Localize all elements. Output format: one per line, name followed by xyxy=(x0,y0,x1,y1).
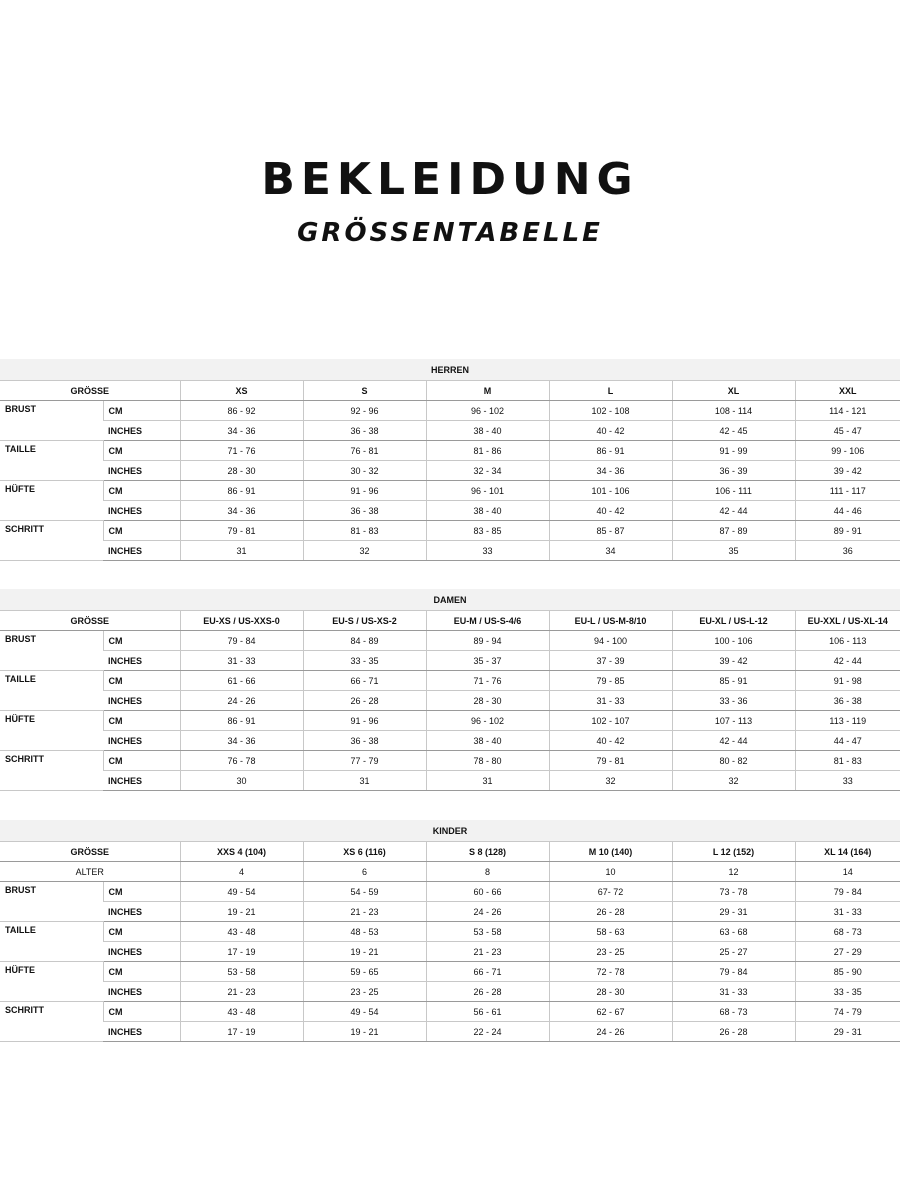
table-row xyxy=(0,922,900,942)
size-column-header: EU-XS / US-XXS-0 xyxy=(180,611,303,631)
section-heading: KINDER xyxy=(0,820,900,842)
value-cell: 36 - 38 xyxy=(303,421,426,441)
table-row xyxy=(0,751,900,771)
table-row xyxy=(0,441,900,461)
value-cell: 32 - 34 xyxy=(426,461,549,481)
value-cell: 86 - 91 xyxy=(549,441,672,461)
table-row xyxy=(0,982,900,1002)
value-cell: 86 - 91 xyxy=(180,711,303,731)
measure-name: TAILLE xyxy=(0,671,103,711)
value-cell: 79 - 84 xyxy=(180,631,303,651)
value-cell: 36 - 38 xyxy=(795,691,900,711)
value-cell: 74 - 79 xyxy=(795,1002,900,1022)
unit-label: INCHES xyxy=(103,771,180,791)
size-header-row xyxy=(0,842,900,862)
value-cell: 42 - 44 xyxy=(672,731,795,751)
value-cell: 72 - 78 xyxy=(549,962,672,982)
unit-label: INCHES xyxy=(103,942,180,962)
table-row xyxy=(0,521,900,541)
value-cell: 59 - 65 xyxy=(303,962,426,982)
size-column-header: EU-L / US-M-8/10 xyxy=(549,611,672,631)
value-cell: 86 - 91 xyxy=(180,481,303,501)
size-column-header: M xyxy=(426,381,549,401)
value-cell: 79 - 85 xyxy=(549,671,672,691)
section-heading: DAMEN xyxy=(0,589,900,611)
value-cell: 21 - 23 xyxy=(180,982,303,1002)
size-column-header: M 10 (140) xyxy=(549,842,672,862)
size-column-header: XL xyxy=(672,381,795,401)
value-cell: 43 - 48 xyxy=(180,1002,303,1022)
age-label: ALTER xyxy=(0,862,180,882)
value-cell: 63 - 68 xyxy=(672,922,795,942)
value-cell: 73 - 78 xyxy=(672,882,795,902)
value-cell: 19 - 21 xyxy=(303,1022,426,1042)
size-column-header: S 8 (128) xyxy=(426,842,549,862)
size-column-header: XXL xyxy=(795,381,900,401)
value-cell: 91 - 96 xyxy=(303,711,426,731)
measure-name: TAILLE xyxy=(0,441,103,481)
value-cell: 86 - 92 xyxy=(180,401,303,421)
size-column-header: S xyxy=(303,381,426,401)
age-cell: 10 xyxy=(549,862,672,882)
size-label: GRÖSSE xyxy=(0,381,180,401)
value-cell: 30 xyxy=(180,771,303,791)
measure-name: BRUST xyxy=(0,631,103,671)
value-cell: 25 - 27 xyxy=(672,942,795,962)
value-cell: 56 - 61 xyxy=(426,1002,549,1022)
value-cell: 30 - 32 xyxy=(303,461,426,481)
value-cell: 40 - 42 xyxy=(549,501,672,521)
value-cell: 42 - 44 xyxy=(672,501,795,521)
value-cell: 79 - 81 xyxy=(180,521,303,541)
table-row xyxy=(0,651,900,671)
value-cell: 108 - 114 xyxy=(672,401,795,421)
value-cell: 79 - 84 xyxy=(672,962,795,982)
value-cell: 38 - 40 xyxy=(426,421,549,441)
table-row xyxy=(0,541,900,561)
value-cell: 61 - 66 xyxy=(180,671,303,691)
value-cell: 37 - 39 xyxy=(549,651,672,671)
value-cell: 79 - 84 xyxy=(795,882,900,902)
table-row xyxy=(0,1002,900,1022)
measure-name: SCHRITT xyxy=(0,1002,103,1042)
size-column-header: XS 6 (116) xyxy=(303,842,426,862)
value-cell: 106 - 113 xyxy=(795,631,900,651)
value-cell: 38 - 40 xyxy=(426,501,549,521)
unit-label: CM xyxy=(103,962,180,982)
value-cell: 99 - 106 xyxy=(795,441,900,461)
measure-name: SCHRITT xyxy=(0,521,103,561)
unit-label: CM xyxy=(103,1002,180,1022)
value-cell: 17 - 19 xyxy=(180,942,303,962)
value-cell: 44 - 46 xyxy=(795,501,900,521)
size-column-header: EU-XXL / US-XL-14 xyxy=(795,611,900,631)
table-row xyxy=(0,461,900,481)
value-cell: 113 - 119 xyxy=(795,711,900,731)
value-cell: 81 - 83 xyxy=(303,521,426,541)
value-cell: 81 - 83 xyxy=(795,751,900,771)
value-cell: 85 - 91 xyxy=(672,671,795,691)
table-row xyxy=(0,711,900,731)
unit-label: INCHES xyxy=(103,501,180,521)
age-cell: 12 xyxy=(672,862,795,882)
value-cell: 106 - 111 xyxy=(672,481,795,501)
value-cell: 92 - 96 xyxy=(303,401,426,421)
value-cell: 31 xyxy=(180,541,303,561)
measure-name: HÜFTE xyxy=(0,481,103,521)
value-cell: 23 - 25 xyxy=(303,982,426,1002)
value-cell: 31 - 33 xyxy=(180,651,303,671)
value-cell: 34 - 36 xyxy=(180,421,303,441)
value-cell: 33 xyxy=(426,541,549,561)
size-table-herren xyxy=(0,359,900,561)
value-cell: 60 - 66 xyxy=(426,882,549,902)
size-header-row xyxy=(0,381,900,401)
unit-label: INCHES xyxy=(103,651,180,671)
value-cell: 111 - 117 xyxy=(795,481,900,501)
unit-label: CM xyxy=(103,671,180,691)
value-cell: 40 - 42 xyxy=(549,731,672,751)
value-cell: 31 xyxy=(426,771,549,791)
value-cell: 36 - 38 xyxy=(303,501,426,521)
value-cell: 28 - 30 xyxy=(426,691,549,711)
size-column-header: XL 14 (164) xyxy=(795,842,900,862)
table-row xyxy=(0,731,900,751)
value-cell: 83 - 85 xyxy=(426,521,549,541)
size-table-damen xyxy=(0,589,900,791)
value-cell: 22 - 24 xyxy=(426,1022,549,1042)
value-cell: 62 - 67 xyxy=(549,1002,672,1022)
value-cell: 24 - 26 xyxy=(549,1022,672,1042)
value-cell: 80 - 82 xyxy=(672,751,795,771)
value-cell: 89 - 91 xyxy=(795,521,900,541)
value-cell: 76 - 81 xyxy=(303,441,426,461)
value-cell: 81 - 86 xyxy=(426,441,549,461)
value-cell: 78 - 80 xyxy=(426,751,549,771)
value-cell: 71 - 76 xyxy=(180,441,303,461)
value-cell: 42 - 45 xyxy=(672,421,795,441)
age-row xyxy=(0,862,900,882)
age-cell: 14 xyxy=(795,862,900,882)
value-cell: 23 - 25 xyxy=(549,942,672,962)
value-cell: 36 xyxy=(795,541,900,561)
value-cell: 91 - 99 xyxy=(672,441,795,461)
value-cell: 66 - 71 xyxy=(303,671,426,691)
value-cell: 28 - 30 xyxy=(180,461,303,481)
unit-label: CM xyxy=(103,481,180,501)
value-cell: 24 - 26 xyxy=(180,691,303,711)
age-cell: 8 xyxy=(426,862,549,882)
value-cell: 89 - 94 xyxy=(426,631,549,651)
value-cell: 32 xyxy=(672,771,795,791)
measure-name: BRUST xyxy=(0,882,103,922)
value-cell: 32 xyxy=(303,541,426,561)
value-cell: 79 - 81 xyxy=(549,751,672,771)
value-cell: 34 - 36 xyxy=(180,731,303,751)
value-cell: 96 - 101 xyxy=(426,481,549,501)
unit-label: CM xyxy=(103,711,180,731)
value-cell: 21 - 23 xyxy=(303,902,426,922)
value-cell: 42 - 44 xyxy=(795,651,900,671)
table-row xyxy=(0,671,900,691)
value-cell: 77 - 79 xyxy=(303,751,426,771)
value-cell: 29 - 31 xyxy=(795,1022,900,1042)
value-cell: 91 - 98 xyxy=(795,671,900,691)
unit-label: CM xyxy=(103,401,180,421)
table-row xyxy=(0,481,900,501)
value-cell: 34 - 36 xyxy=(549,461,672,481)
value-cell: 87 - 89 xyxy=(672,521,795,541)
size-header-row xyxy=(0,611,900,631)
unit-label: CM xyxy=(103,751,180,771)
value-cell: 101 - 106 xyxy=(549,481,672,501)
value-cell: 31 - 33 xyxy=(795,902,900,922)
value-cell: 35 xyxy=(672,541,795,561)
value-cell: 114 - 121 xyxy=(795,401,900,421)
value-cell: 102 - 107 xyxy=(549,711,672,731)
unit-label: INCHES xyxy=(103,902,180,922)
table-row xyxy=(0,421,900,441)
table-row xyxy=(0,501,900,521)
value-cell: 76 - 78 xyxy=(180,751,303,771)
value-cell: 33 xyxy=(795,771,900,791)
value-cell: 33 - 35 xyxy=(303,651,426,671)
value-cell: 33 - 36 xyxy=(672,691,795,711)
value-cell: 102 - 108 xyxy=(549,401,672,421)
value-cell: 38 - 40 xyxy=(426,731,549,751)
value-cell: 35 - 37 xyxy=(426,651,549,671)
unit-label: CM xyxy=(103,441,180,461)
value-cell: 53 - 58 xyxy=(426,922,549,942)
value-cell: 107 - 113 xyxy=(672,711,795,731)
unit-label: INCHES xyxy=(103,461,180,481)
measure-name: SCHRITT xyxy=(0,751,103,791)
value-cell: 44 - 47 xyxy=(795,731,900,751)
value-cell: 31 - 33 xyxy=(549,691,672,711)
value-cell: 45 - 47 xyxy=(795,421,900,441)
value-cell: 49 - 54 xyxy=(303,1002,426,1022)
value-cell: 84 - 89 xyxy=(303,631,426,651)
value-cell: 21 - 23 xyxy=(426,942,549,962)
size-label: GRÖSSE xyxy=(0,611,180,631)
unit-label: INCHES xyxy=(103,731,180,751)
value-cell: 29 - 31 xyxy=(672,902,795,922)
value-cell: 36 - 39 xyxy=(672,461,795,481)
table-row xyxy=(0,771,900,791)
table-row xyxy=(0,962,900,982)
value-cell: 43 - 48 xyxy=(180,922,303,942)
value-cell: 66 - 71 xyxy=(426,962,549,982)
unit-label: CM xyxy=(103,882,180,902)
section-header xyxy=(0,359,900,381)
size-column-header: EU-S / US-XS-2 xyxy=(303,611,426,631)
size-column-header: XS xyxy=(180,381,303,401)
value-cell: 36 - 38 xyxy=(303,731,426,751)
value-cell: 91 - 96 xyxy=(303,481,426,501)
unit-label: INCHES xyxy=(103,421,180,441)
measure-name: BRUST xyxy=(0,401,103,441)
value-cell: 32 xyxy=(549,771,672,791)
page-title: BEKLEIDUNG xyxy=(261,154,639,205)
table-row xyxy=(0,401,900,421)
value-cell: 54 - 59 xyxy=(303,882,426,902)
table-row xyxy=(0,942,900,962)
value-cell: 58 - 63 xyxy=(549,922,672,942)
table-row xyxy=(0,882,900,902)
measure-name: HÜFTE xyxy=(0,711,103,751)
table-row xyxy=(0,1022,900,1042)
section-heading: HERREN xyxy=(0,359,900,381)
value-cell: 39 - 42 xyxy=(672,651,795,671)
value-cell: 33 - 35 xyxy=(795,982,900,1002)
unit-label: CM xyxy=(103,631,180,651)
age-cell: 4 xyxy=(180,862,303,882)
value-cell: 34 - 36 xyxy=(180,501,303,521)
unit-label: INCHES xyxy=(103,691,180,711)
value-cell: 26 - 28 xyxy=(672,1022,795,1042)
value-cell: 34 xyxy=(549,541,672,561)
value-cell: 85 - 87 xyxy=(549,521,672,541)
value-cell: 26 - 28 xyxy=(426,982,549,1002)
size-column-header: L 12 (152) xyxy=(672,842,795,862)
size-column-header: EU-M / US-S-4/6 xyxy=(426,611,549,631)
table-row xyxy=(0,691,900,711)
size-column-header: L xyxy=(549,381,672,401)
size-column-header: XXS 4 (104) xyxy=(180,842,303,862)
value-cell: 94 - 100 xyxy=(549,631,672,651)
unit-label: CM xyxy=(103,521,180,541)
value-cell: 67- 72 xyxy=(549,882,672,902)
value-cell: 68 - 73 xyxy=(795,922,900,942)
value-cell: 71 - 76 xyxy=(426,671,549,691)
value-cell: 96 - 102 xyxy=(426,401,549,421)
size-column-header: EU-XL / US-L-12 xyxy=(672,611,795,631)
size-table-kinder xyxy=(0,820,900,1042)
value-cell: 19 - 21 xyxy=(180,902,303,922)
unit-label: INCHES xyxy=(103,982,180,1002)
value-cell: 53 - 58 xyxy=(180,962,303,982)
section-header xyxy=(0,820,900,842)
table-row xyxy=(0,902,900,922)
age-cell: 6 xyxy=(303,862,426,882)
value-cell: 27 - 29 xyxy=(795,942,900,962)
value-cell: 28 - 30 xyxy=(549,982,672,1002)
value-cell: 96 - 102 xyxy=(426,711,549,731)
value-cell: 31 - 33 xyxy=(672,982,795,1002)
value-cell: 31 xyxy=(303,771,426,791)
table-row xyxy=(0,631,900,651)
value-cell: 17 - 19 xyxy=(180,1022,303,1042)
size-label: GRÖSSE xyxy=(0,842,180,862)
value-cell: 85 - 90 xyxy=(795,962,900,982)
value-cell: 49 - 54 xyxy=(180,882,303,902)
measure-name: HÜFTE xyxy=(0,962,103,1002)
value-cell: 68 - 73 xyxy=(672,1002,795,1022)
measure-name: TAILLE xyxy=(0,922,103,962)
section-header xyxy=(0,589,900,611)
value-cell: 24 - 26 xyxy=(426,902,549,922)
value-cell: 19 - 21 xyxy=(303,942,426,962)
value-cell: 48 - 53 xyxy=(303,922,426,942)
unit-label: INCHES xyxy=(103,1022,180,1042)
value-cell: 40 - 42 xyxy=(549,421,672,441)
value-cell: 26 - 28 xyxy=(549,902,672,922)
value-cell: 26 - 28 xyxy=(303,691,426,711)
page-subtitle: GRÖSSENTABELLE xyxy=(297,218,603,248)
value-cell: 100 - 106 xyxy=(672,631,795,651)
unit-label: CM xyxy=(103,922,180,942)
value-cell: 39 - 42 xyxy=(795,461,900,481)
unit-label: INCHES xyxy=(103,541,180,561)
